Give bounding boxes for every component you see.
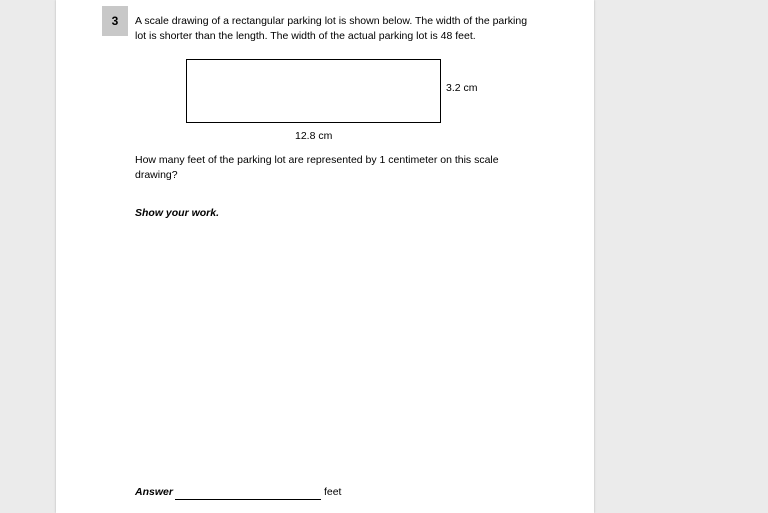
question-number-badge: 3 [102,6,128,36]
question-intro-text: A scale drawing of a rectangular parking lot is shown below. The width of the parking lot is shorter than the length. The width of the actual parking lot is 48 feet. [135,15,528,42]
parking-lot-rectangle [186,59,441,123]
test-page [56,0,594,513]
answer-blank[interactable] [175,488,321,500]
show-work-instruction: Show your work. [135,207,220,219]
answer-row [135,485,341,500]
question-prompt-text: How many feet of the parking lot are represented by 1 centimeter on this scale drawing? [135,154,499,181]
answer-label: Answer [135,486,173,498]
answer-unit: feet [323,486,342,498]
length-label: 12.8 cm [295,130,333,142]
width-label: 3.2 cm [446,82,478,94]
